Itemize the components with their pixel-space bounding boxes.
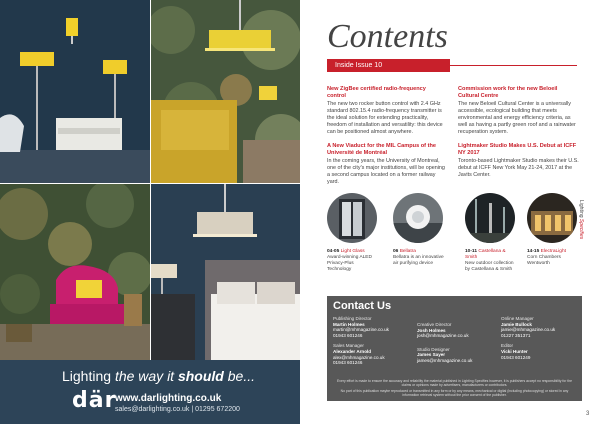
contact-panel (327, 296, 582, 401)
brand-logo: där (72, 388, 117, 413)
article-body: The new Beloeil Cultural Center is a universally accessible, ecological building that meets environmental and energy efficiency criteria, as well as having a partly green roof and a rainwater recuperation system. (458, 101, 576, 135)
contact-entry: Online Manager Jamie Bullock jamie@mhmagazine.co.uk 01227 351371 (501, 316, 579, 338)
contact-entry: Studio Designer James Sayer james@mhmagazine.co.uk (417, 347, 497, 364)
contact-entry: Publishing Director Martin Holmes martin@mhmagazine.co.uk 01943 601246 (333, 316, 413, 338)
feature-item[interactable] (465, 193, 517, 273)
contact-entry: Sales Manager Alexander Arnold alex@mhmagazine.co.uk 01943 601246 (333, 343, 413, 365)
air-purifier-thumbnail-icon (393, 193, 443, 243)
article-item[interactable] (327, 143, 445, 186)
article-body: Toronto-based Lightmaker Studio makes their U.S. debut at ICFF New York May 21-24, 2017 at the Javits Center. (458, 158, 579, 178)
brand-website-link[interactable]: www.darlighting.co.uk (115, 393, 222, 404)
page-number: 3 (586, 411, 590, 417)
contact-email-link[interactable]: martin@mhmagazine.co.uk (333, 327, 389, 333)
copyright-text: No part of this publication maybe reproduced or transmitted in any form or by any means, mechanical or digital (including photocopying) or stored in any information retrieval system without the prior consent of the publisher. (340, 389, 569, 398)
feature-caption: Corn Chambers Wentworth (527, 255, 561, 266)
feature-name: Castellana & Smith (465, 249, 506, 260)
feature-name: Light Glass (340, 249, 365, 254)
contact-column (417, 322, 497, 369)
contact-email-link[interactable]: josh@mhmagazine.co.uk (417, 333, 469, 339)
page-title: Contents (327, 18, 448, 55)
issue-label: Inside Issue 10 (327, 59, 450, 72)
article-heading[interactable]: Lightmaker Studio Makes U.S. Debut at ICFF NY 2017 (458, 143, 577, 156)
feature-name: Bellatra (399, 249, 416, 254)
feature-item[interactable] (527, 193, 579, 267)
feature-item[interactable] (327, 193, 379, 273)
article-body: In the coming years, the University of Montreal, one of the city's major institutions, will be opening a second campus located on a former railway yard. (327, 158, 445, 185)
article-heading[interactable]: A New Viaduct for the MIL Campus of the Université de Montréal (327, 143, 436, 156)
lighting-photo-living-room (0, 0, 150, 183)
issue-divider (450, 65, 577, 66)
lighting-photo-armchair (0, 184, 150, 360)
contact-title: Contact Us (333, 300, 392, 312)
feature-name: ElectraLight (540, 249, 566, 254)
contact-email-link[interactable]: jamie@mhmagazine.co.uk (501, 327, 556, 333)
lighting-photo-bedroom (151, 184, 300, 360)
feature-item[interactable] (393, 193, 445, 267)
feature-caption: New outdoor collection by Castellana & Smith (465, 261, 514, 272)
feature-page: 06 (393, 249, 399, 254)
contact-entry: Editor Vicki Hunter 01943 601249 (501, 343, 531, 360)
articles-column-1 (327, 86, 445, 193)
contact-email-link[interactable]: james@mhmagazine.co.uk (417, 357, 473, 363)
feature-caption: Bellatra is an innovative air purifying device (393, 255, 444, 266)
article-heading[interactable]: Commission work for the new Beloeil Cultural Centre (458, 86, 558, 99)
feature-page: 14-15 (527, 249, 540, 254)
lighting-photo-yellow-pendant (151, 0, 300, 183)
feature-caption: Award-winning ALED Privacy-Plus Technology (327, 255, 372, 272)
contact-email-link[interactable]: alex@mhmagazine.co.uk (333, 354, 385, 360)
articles-column-2 (458, 86, 580, 186)
window-thumbnail-icon (327, 193, 377, 243)
brand-contact-line: sales@darlighting.co.uk | 01295 672200 (115, 406, 240, 413)
contact-column (333, 316, 413, 371)
article-item[interactable] (458, 86, 580, 136)
article-item[interactable] (458, 143, 580, 179)
article-item[interactable] (327, 86, 445, 136)
outdoor-light-thumbnail-icon (465, 193, 515, 243)
building-thumbnail-icon (527, 193, 577, 243)
article-heading[interactable]: New ZigBee certified radio-frequency control (327, 86, 426, 99)
magazine-sidebar-label: Lighting Specifies (578, 200, 584, 240)
contact-entry: Creative Director Josh Holmes josh@mhmagazine.co.uk (417, 322, 497, 339)
article-body: The new two rocker button control with 2.4 GHz standard 802.15.4 radio-frequency transmitter is the ideal solution for extending practicality, freedom of installation and versatility: this device can be positioned almost anywhere. (327, 101, 443, 135)
feature-page: 04-05 (327, 249, 340, 254)
feature-page: 10-11 (465, 249, 478, 254)
contact-column (501, 316, 579, 365)
brand-tagline: Lighting the way it should be... (62, 368, 255, 384)
disclaimer-text: Every effort is made to ensure the accuracy and reliability the material published in Lighting Specifies however, it is publishers accept no responsibility for the claims or opinions made by advertisers, manufacturers or contributors. (337, 379, 572, 388)
